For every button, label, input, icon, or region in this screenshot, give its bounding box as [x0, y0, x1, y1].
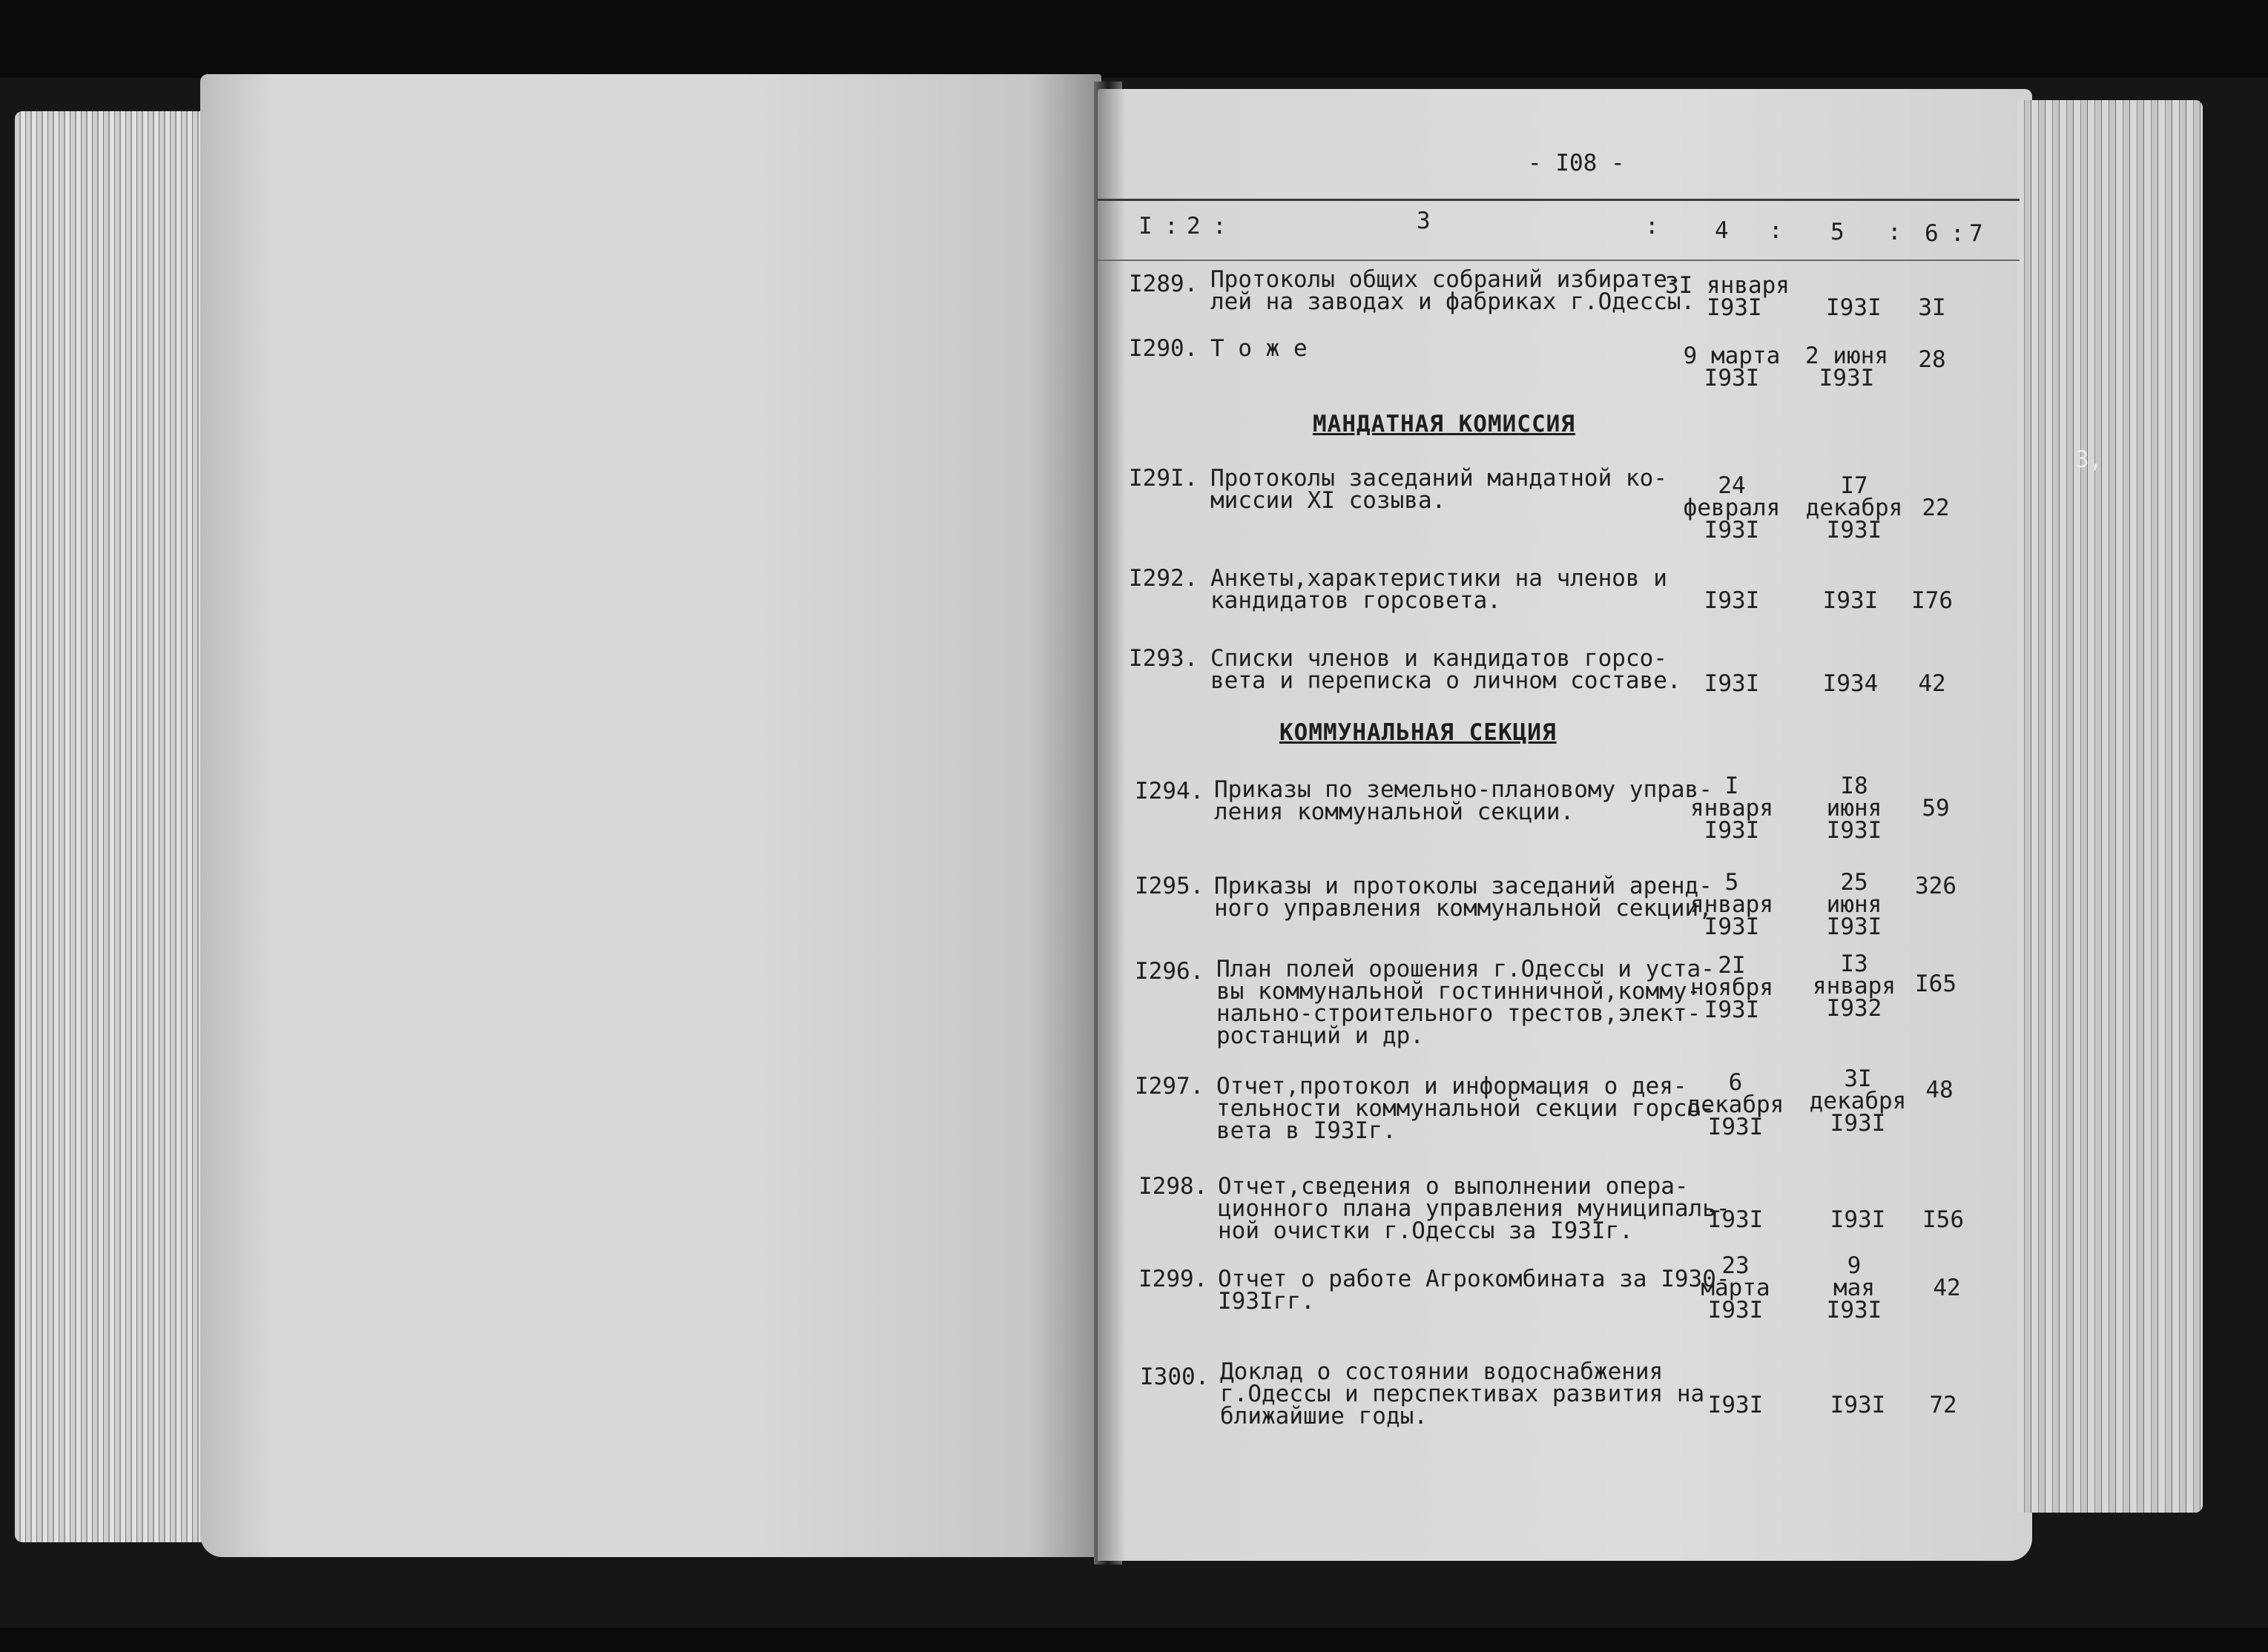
entry-end-date: I7 декабря I93I: [1805, 472, 1903, 543]
entry-number: I296.: [1135, 958, 1204, 985]
entry-number: I292.: [1129, 565, 1199, 592]
entry-title: Анкеты,характеристики на членов и кандидатов горсовета.: [1210, 565, 1667, 614]
section-heading-mandate: МАНДАТНАЯ КОМИССИЯ: [1313, 411, 1575, 437]
column-separator: :: [1769, 217, 1783, 244]
column-separator: :: [1951, 220, 1965, 247]
entry-number: I297.: [1135, 1073, 1204, 1100]
entry-sheet-count: 72: [1929, 1392, 1957, 1418]
entry-title: Отчет,сведения о выполнении опера- ционного плана управления муниципаль- ной очистки г.Одессы за I93Iг.: [1218, 1173, 1730, 1244]
entry-title: Приказы и протоколы заседаний аренд- ного управления коммунальной секции,: [1214, 873, 1712, 922]
entry-title: Т о ж е: [1210, 335, 1308, 362]
entry-start-date: 2I ноября I93I: [1690, 952, 1773, 1023]
entry-start-date: I93I: [1704, 670, 1760, 697]
entry-title: Доклад о состоянии водоснабжения г.Одессы и перспективах развития на ближайшие годы.: [1220, 1358, 1705, 1430]
column-header-4: 4: [1715, 217, 1729, 244]
entry-sheet-count: I76: [1911, 587, 1953, 614]
entry-start-date: I93I: [1707, 1206, 1764, 1233]
margin-note: 3,: [2075, 446, 2103, 473]
entry-title: План полей орошения г.Одессы и уста- вы коммунальной гостинничной,комму- нально-строительного трестов,элект- ростанций и др.: [1216, 956, 1715, 1049]
entry-title: Приказы по земельно-плановому управ- ления коммунальной секции.: [1214, 776, 1712, 825]
left-page-blank: [200, 74, 1101, 1557]
column-separator: :: [1888, 219, 1902, 245]
column-header-5: 5: [1830, 219, 1845, 245]
entry-end-date: I93I: [1822, 587, 1879, 614]
entry-number: I295.: [1135, 873, 1204, 899]
entry-sheet-count: 48: [1925, 1077, 1954, 1103]
right-page-edges: [2017, 100, 2203, 1513]
entry-title: Отчет о работе Агрокомбината за I930- I93Iгг.: [1218, 1266, 1730, 1315]
column-separator: :: [1164, 213, 1178, 239]
entry-title: Отчет,протокол и информация о дея- тельности коммунальной секции горсо- вета в I93Iг.: [1216, 1073, 1715, 1144]
section-heading-communal: КОММУНАЛЬНАЯ СЕКЦИЯ: [1279, 719, 1557, 746]
table-header-rule: [1098, 260, 2020, 261]
entry-start-date: 6 декабря I93I: [1687, 1069, 1784, 1140]
entry-sheet-count: 59: [1922, 795, 1950, 822]
entry-start-date: I93I: [1704, 587, 1760, 614]
entry-number: I29I.: [1129, 465, 1199, 492]
entry-sheet-count: I56: [1922, 1206, 1964, 1233]
entry-sheet-count: 22: [1922, 495, 1950, 521]
entry-end-date: I93I: [1825, 294, 1882, 321]
entry-end-date: I93I: [1830, 1206, 1886, 1233]
entry-start-date: 3I января I93I: [1665, 272, 1790, 321]
entry-start-date: 24 февраля I93I: [1683, 472, 1781, 543]
entry-title: Протоколы заседаний мандатной ко- миссии XI созыва.: [1210, 465, 1667, 514]
entry-start-date: 5 января I93I: [1690, 869, 1773, 940]
entry-end-date: 9 мая I93I: [1826, 1252, 1882, 1324]
column-header-2: 2: [1187, 213, 1201, 239]
entry-start-date: I января I93I: [1690, 773, 1773, 844]
column-separator: :: [1213, 213, 1227, 239]
entry-start-date: I93I: [1707, 1392, 1764, 1418]
entry-number: I293.: [1129, 645, 1199, 672]
entry-sheet-count: 42: [1918, 670, 1946, 697]
entry-start-date: 23 марта I93I: [1701, 1252, 1770, 1324]
entry-end-date: I8 июня I93I: [1826, 773, 1882, 844]
entry-end-date: 25 июня I93I: [1826, 869, 1882, 940]
entry-end-date: 3I декабря I93I: [1809, 1065, 1907, 1137]
entry-sheet-count: 3I: [1918, 294, 1946, 321]
page-number: - I08 -: [1528, 150, 1625, 176]
column-header-1: I: [1138, 213, 1153, 239]
entry-number: I298.: [1138, 1173, 1208, 1200]
entry-title: Списки членов и кандидатов горсо- вета и переписка о личном составе.: [1210, 645, 1681, 694]
entry-sheet-count: 326: [1915, 873, 1957, 899]
entry-end-date: 2 июня I93I: [1805, 343, 1888, 391]
column-header-7: 7: [1969, 220, 1983, 247]
entry-sheet-count: 42: [1933, 1275, 1961, 1301]
column-header-3: 3: [1417, 208, 1431, 234]
entry-start-date: 9 марта I93I: [1683, 343, 1781, 391]
column-header-6: 6: [1925, 220, 1939, 247]
entry-number: I300.: [1140, 1364, 1210, 1390]
entry-number: I289.: [1129, 271, 1199, 297]
entry-end-date: I93I: [1830, 1392, 1886, 1418]
entry-sheet-count: I65: [1915, 971, 1957, 997]
entry-number: I294.: [1135, 778, 1204, 804]
table-top-rule: [1098, 199, 2020, 201]
entry-sheet-count: 28: [1918, 346, 1946, 373]
entry-number: I299.: [1138, 1266, 1208, 1292]
entry-number: I290.: [1129, 335, 1199, 362]
entry-end-date: I3 января I932: [1813, 951, 1896, 1022]
entry-end-date: I934: [1822, 670, 1879, 697]
column-separator: :: [1645, 213, 1659, 239]
left-page-edges: [15, 111, 222, 1542]
entry-title: Протоколы общих собраний избирате- лей на заводах и фабриках г.Одессы.: [1210, 266, 1695, 315]
